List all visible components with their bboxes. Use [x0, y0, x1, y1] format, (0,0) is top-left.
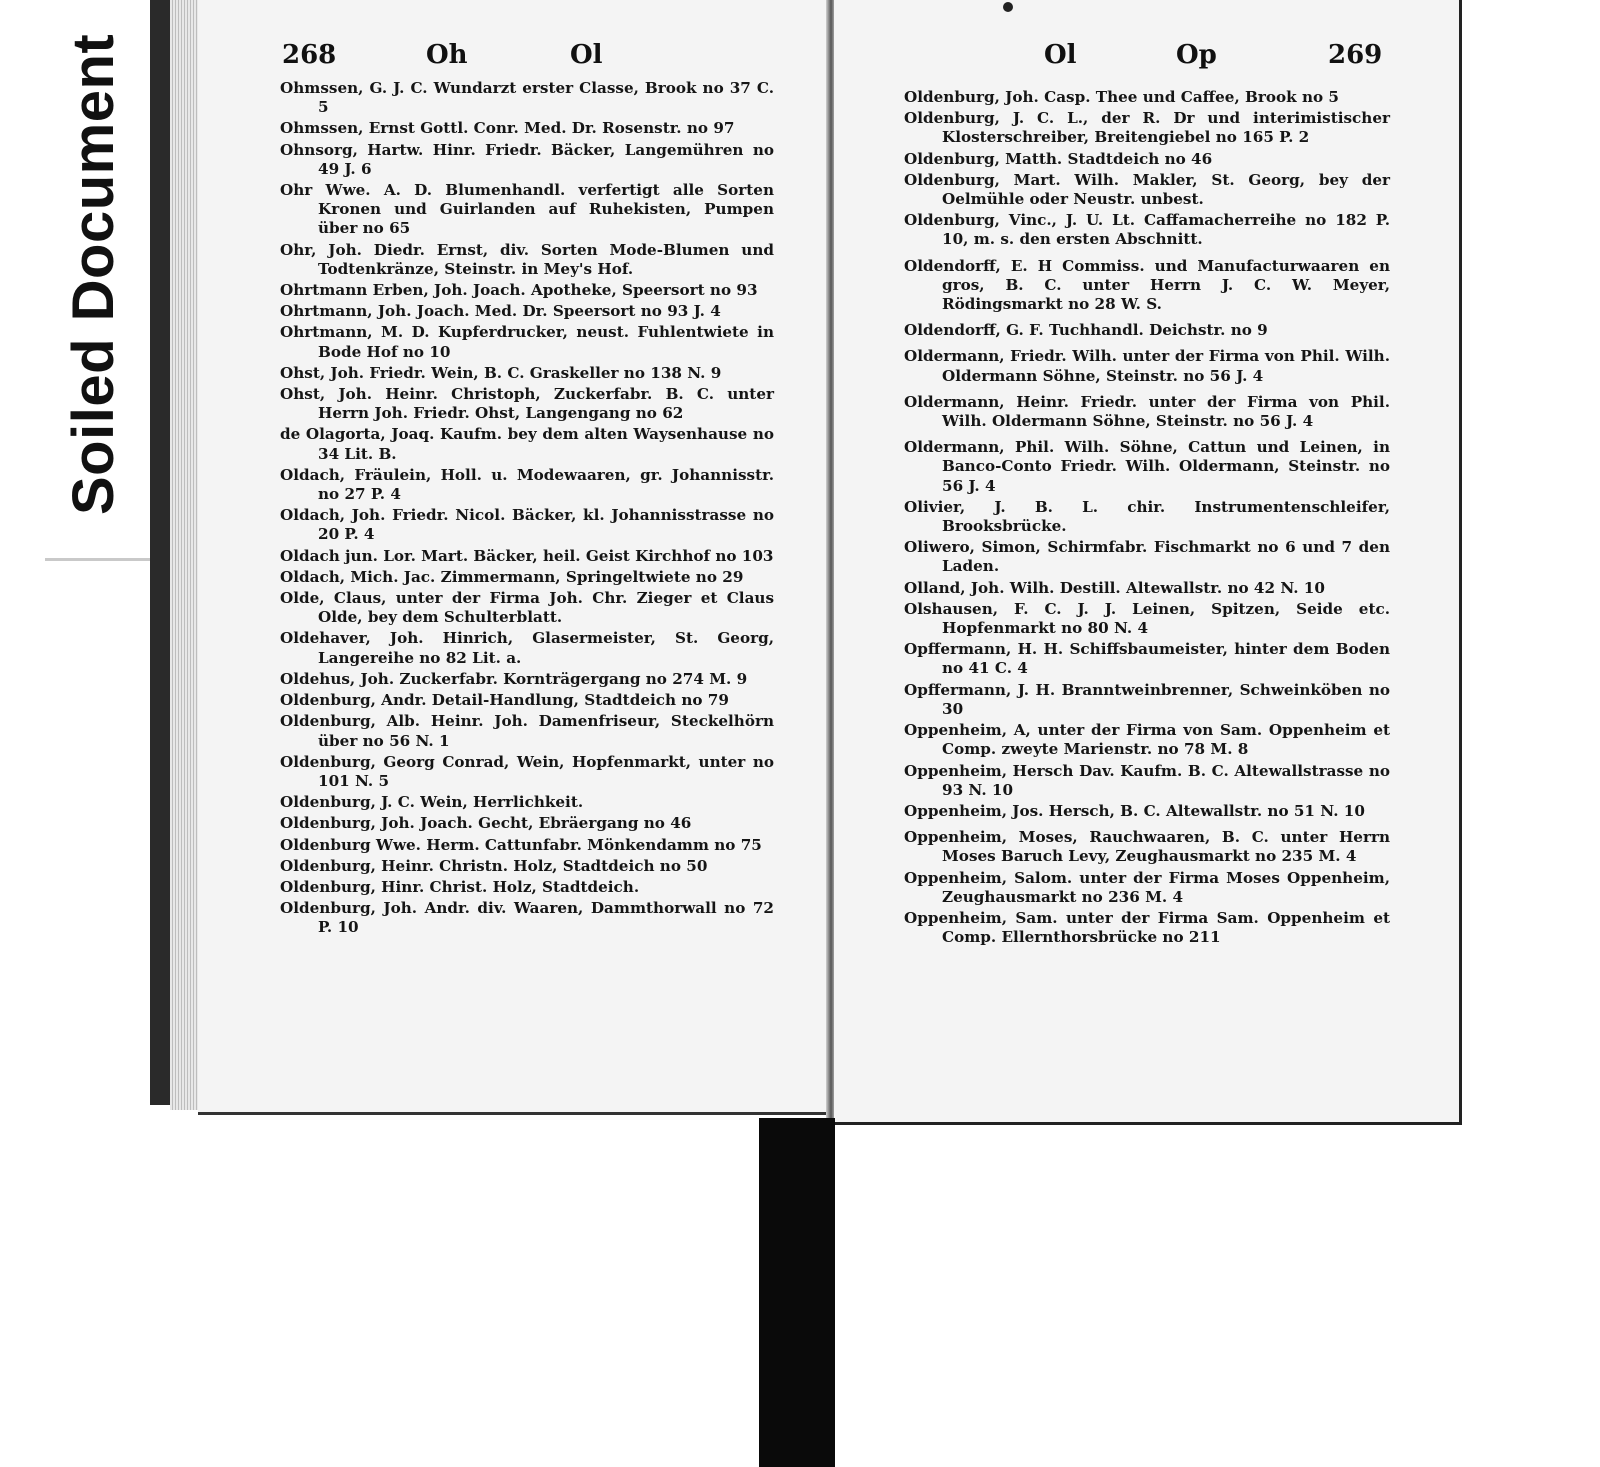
- right-running-header: [834, 40, 1459, 80]
- right-page-number: 269: [1328, 40, 1383, 70]
- left-head-2: Ol: [570, 40, 603, 70]
- directory-entry: Ohrtmann Erben, Joh. Joach. Apotheke, Speersort no 93: [280, 281, 758, 300]
- page-stack-edge: [170, 0, 200, 1110]
- left-running-header: [198, 40, 830, 80]
- directory-entry: Oldenburg, Mart. Wilh. Makler, St. Georg, bey der Oelmühle oder Neustr. unbest.: [904, 170, 1390, 209]
- directory-entry: Oldenburg, Vinc., J. U. Lt. Caffamacherreihe no 182 P. 10, m. s. den ersten Abschnitt.: [904, 211, 1390, 249]
- directory-entry: Oldendorff, G. F. Tuchhandl. Deichstr. no 9: [904, 321, 1268, 340]
- directory-entry: Ohst, Joh. Friedr. Wein, B. C. Graskeller no 138 N. 9: [280, 363, 722, 382]
- bookmark-ribbon: [759, 1118, 835, 1467]
- directory-entry: Opffermann, H. H. Schiffsbaumeister, hinter dem Boden no 41 C. 4: [904, 640, 1390, 678]
- directory-entry: Oldenburg, Matth. Stadtdeich no 46: [904, 149, 1213, 168]
- directory-entry: Oppenheim, A, unter der Firma von Sam. Oppenheim et Comp. zweyte Marienstr. no 78 M. 8: [904, 721, 1390, 759]
- directory-entry: Ohst, Joh. Heinr. Christoph, Zuckerfabr. B. C. unter Herrn Joh. Friedr. Ohst, Langengang no 62: [280, 385, 774, 423]
- left-page-number: 268: [282, 40, 337, 70]
- directory-entry: Olde, Claus, unter der Firma Joh. Chr. Zieger et Claus Olde, bey dem Schulterblatt.: [280, 589, 774, 627]
- left-page: [198, 0, 830, 1115]
- right-head-1: Ol: [1044, 40, 1077, 70]
- directory-entry: Oldenburg, Joh. Joach. Gecht, Ebräergang no 46: [280, 814, 692, 833]
- directory-entry: Oldenburg, J. C. Wein, Herrlichkeit.: [280, 793, 584, 812]
- directory-entry: Oldenburg, Joh. Casp. Thee und Caffee, Brook no 5: [904, 88, 1339, 106]
- directory-entry: Oldehus, Joh. Zuckerfabr. Kornträgergang no 274 M. 9: [280, 669, 748, 688]
- directory-entry: Oldehaver, Joh. Hinrich, Glasermeister, St. Georg, Langereihe no 82 Lit. a.: [280, 629, 774, 667]
- directory-entry: Oldenburg, Alb. Heinr. Joh. Damenfriseur, Steckelhörn über no 56 N. 1: [280, 712, 774, 750]
- directory-entry: Ohmssen, Ernst Gottl. Conr. Med. Dr. Rosenstr. no 97: [280, 119, 735, 138]
- book-cover-edge: [150, 0, 172, 1105]
- directory-entry: Oldenburg, Andr. Detail-Handlung, Stadtdeich no 79: [280, 691, 729, 710]
- directory-entry: Oppenheim, Hersch Dav. Kaufm. B. C. Altewallstrasse no 93 N. 10: [904, 761, 1390, 799]
- left-head-1: Oh: [426, 40, 468, 70]
- directory-entry: Olshausen, F. C. J. J. Leinen, Spitzen, Seide etc. Hopfenmarkt no 80 N. 4: [904, 599, 1390, 638]
- directory-entry: Ohr Wwe. A. D. Blumenhandl. verfertigt alle Sorten Kronen und Guirlanden auf Ruhekisten, Pumpen über no 65: [280, 181, 774, 238]
- directory-entry: Oppenheim, Sam. unter der Firma Sam. Oppenheim et Comp. Ellernthorsbrücke no 211: [904, 908, 1390, 947]
- directory-entry: Opffermann, J. H. Branntweinbrenner, Schweinköben no 30: [904, 680, 1390, 718]
- directory-entry: Oldenburg Wwe. Herm. Cattunfabr. Mönkendamm no 75: [280, 835, 762, 854]
- directory-entry: Oldenburg, Georg Conrad, Wein, Hopfenmarkt, unter no 101 N. 5: [280, 752, 774, 790]
- soiled-document-label: Soiled Document: [61, 33, 126, 515]
- directory-entry: Oldermann, Friedr. Wilh. unter der Firma von Phil. Wilh. Oldermann Söhne, Steinstr. no 56 J. 4: [904, 347, 1390, 385]
- directory-entry: Ohrtmann, Joh. Joach. Med. Dr. Speersort no 93 J. 4: [280, 302, 721, 321]
- directory-entry: Oldermann, Heinr. Friedr. unter der Firma von Phil. Wilh. Oldermann Söhne, Steinstr. no 56 J. 4: [904, 392, 1390, 431]
- directory-entry: Oldendorff, E. H Commiss. und Manufacturwaaren en gros, B. C. unter Herrn J. C. W. Meyer, Rödingsmarkt no 28 W. S.: [904, 256, 1390, 314]
- right-entry-list: [904, 88, 1390, 949]
- directory-entry: Oldermann, Phil. Wilh. Söhne, Cattun und Leinen, in Banco-Conto Friedr. Wilh. Oldermann, Steinstr. no 56 J. 4: [904, 438, 1390, 495]
- right-page: [834, 0, 1462, 1125]
- directory-entry: Oldenburg, J. C. L., der R. Dr und interimistischer Klosterschreiber, Breitengiebel no 165 P. 2: [904, 109, 1390, 147]
- directory-entry: Oldach jun. Lor. Mart. Bäcker, heil. Geist Kirchhof no 103: [280, 546, 774, 565]
- directory-entry: Oldenburg, Joh. Andr. div. Waaren, Dammthorwall no 72 P. 10: [280, 899, 774, 937]
- directory-entry: Oldenburg, Heinr. Christn. Holz, Stadtdeich no 50: [280, 856, 708, 875]
- directory-entry: Oppenheim, Salom. unter der Firma Moses Oppenheim, Zeughausmarkt no 236 M. 4: [904, 868, 1390, 906]
- directory-entry: Oldach, Fräulein, Holl. u. Modewaaren, gr. Johannisstr. no 27 P. 4: [280, 465, 774, 504]
- directory-entry: Oppenheim, Jos. Hersch, B. C. Altewallstr. no 51 N. 10: [904, 801, 1365, 820]
- directory-entry: Ohmssen, G. J. C. Wundarzt erster Classe, Brook no 37 C. 5: [280, 79, 774, 117]
- directory-entry: Ohrtmann, M. D. Kupferdrucker, neust. Fuhlentwiete in Bode Hof no 10: [280, 323, 774, 361]
- directory-entry: Oppenheim, Moses, Rauchwaaren, B. C. unter Herrn Moses Baruch Levy, Zeughausmarkt no 235 M. 4: [904, 828, 1390, 866]
- directory-entry: Oldach, Mich. Jac. Zimmermann, Springeltwiete no 29: [280, 567, 744, 586]
- ink-spot: [1003, 2, 1013, 12]
- directory-entry: Oldenburg, Hinr. Christ. Holz, Stadtdeich.: [280, 877, 640, 896]
- directory-entry: Olivier, J. B. L. chir. Instrumentenschleifer, Brooksbrücke.: [904, 497, 1390, 536]
- directory-entry: Ohnsorg, Hartw. Hinr. Friedr. Bäcker, Langemühren no 49 J. 6: [280, 140, 774, 178]
- directory-entry: de Olagorta, Joaq. Kaufm. bey dem alten Waysenhause no 34 Lit. B.: [280, 425, 774, 463]
- directory-entry: Oliwero, Simon, Schirmfabr. Fischmarkt no 6 und 7 den Laden.: [904, 538, 1390, 576]
- directory-entry: Olland, Joh. Wilh. Destill. Altewallstr. no 42 N. 10: [904, 578, 1325, 597]
- left-entry-list: [280, 79, 774, 940]
- right-head-2: Op: [1176, 40, 1217, 70]
- directory-entry: Ohr, Joh. Diedr. Ernst, div. Sorten Mode-Blumen und Todtenkränze, Steinstr. in Mey's Hof.: [280, 240, 774, 278]
- directory-entry: Oldach, Joh. Friedr. Nicol. Bäcker, kl. Johannisstrasse no 20 P. 4: [280, 506, 774, 544]
